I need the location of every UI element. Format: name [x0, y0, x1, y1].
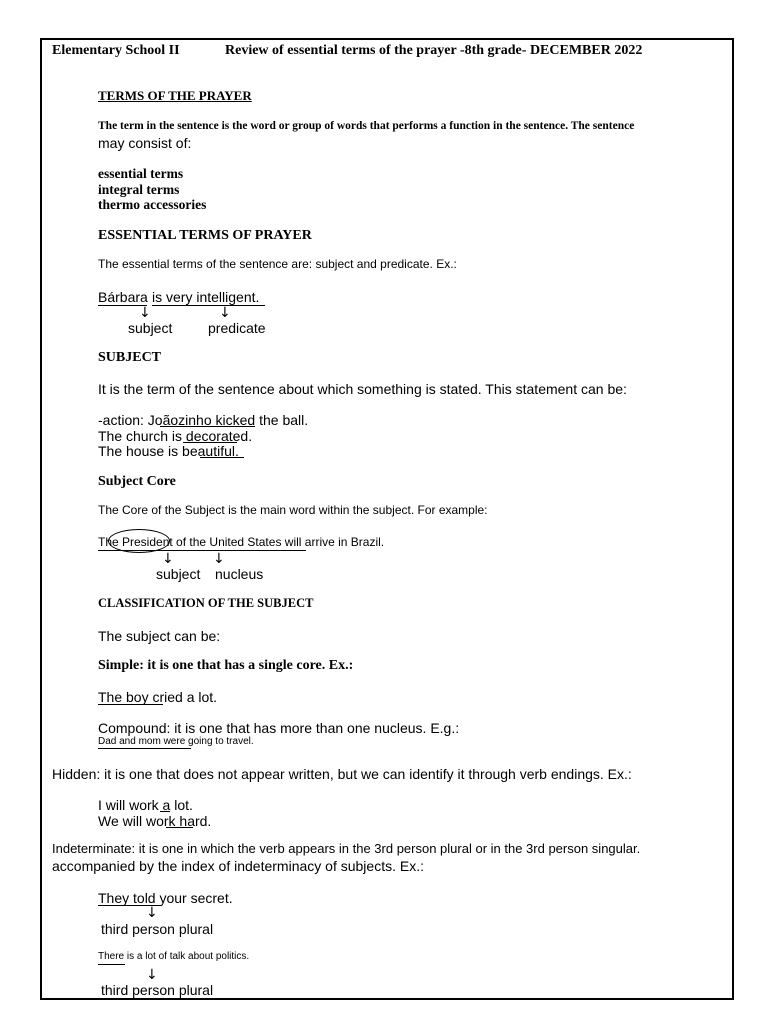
handwritten-underline	[183, 442, 237, 443]
indeterminate-definition-line1: Indeterminate: it is one in which the verb appears in the 3rd person plural or in the 3rd person singular.	[52, 841, 641, 856]
hidden-definition: Hidden: it is one that does not appear written, but we can identify it through verb endings. Ex.:	[52, 766, 632, 782]
indeterminate-example-1: They told your secret.	[98, 890, 233, 906]
example-predicate-words: is very intelligent.	[152, 289, 260, 305]
subject-example-house: The house is beautiful.	[98, 443, 239, 459]
arrow-down-icon: ↓	[146, 967, 158, 983]
section-heading-core: Subject Core	[98, 474, 176, 489]
intro-text-line2: may consist of:	[98, 135, 192, 151]
section-heading-classification: CLASSIFICATION OF THE SUBJECT	[98, 596, 314, 610]
indeterminate-label-1: third person plural	[101, 921, 214, 937]
handwritten-underline	[200, 457, 244, 458]
hidden-example-2: We will work hard.	[98, 813, 212, 829]
hidden-example-1: I will work a lot.	[98, 797, 193, 813]
school-name: Elementary School II	[52, 43, 180, 58]
simple-example: The boy cried a lot.	[98, 689, 218, 705]
arrow-down-icon: ↓	[162, 551, 174, 567]
underline-core-subject	[98, 550, 306, 551]
document-title: Review of essential terms of the prayer -8th grade- DECEMBER 2022	[225, 43, 643, 58]
intro-text-line1: The term in the sentence is the word or group of words that performs a function in the sentence. The sentence	[98, 120, 635, 132]
subject-example-action: -action: Joãozinho kicked the ball.	[98, 412, 309, 428]
handwritten-underline	[160, 811, 170, 812]
underline-there-is	[98, 964, 125, 965]
indeterminate-example-2: There is a lot of talk about politics.	[98, 951, 250, 962]
core-example: The President of the United States will arrive in Brazil.	[98, 535, 385, 549]
simple-definition: Simple: it is one that has a single core. Ex.:	[98, 658, 354, 673]
example-subject-word: Bárbara	[98, 289, 148, 305]
label-predicate: predicate	[208, 320, 266, 336]
arrow-down-icon: ↓	[219, 305, 231, 321]
term-accessories: thermo accessories	[98, 197, 207, 212]
handwritten-underline	[166, 827, 193, 828]
underline-compound	[98, 748, 191, 749]
term-integral: integral terms	[98, 182, 180, 197]
section-heading-subject: SUBJECT	[98, 350, 162, 365]
arrow-down-icon: ↓	[213, 551, 225, 567]
section-heading-essential: ESSENTIAL TERMS OF PRAYER	[98, 228, 312, 243]
underline-simple	[98, 704, 163, 705]
subject-example-church: The church is decorated.	[98, 428, 253, 444]
compound-definition: Compound: it is one that has more than one nucleus. E.g.:	[98, 720, 460, 736]
arrow-down-icon: ↓	[146, 905, 158, 921]
arrow-down-icon: ↓	[139, 305, 151, 321]
underline-predicate	[152, 305, 265, 306]
subject-text: It is the term of the sentence about which something is stated. This statement can be:	[98, 381, 627, 397]
label-core-subject: subject	[156, 566, 201, 582]
indeterminate-label-2: third person plural	[101, 982, 214, 998]
core-text: The Core of the Subject is the main word within the subject. For example:	[98, 503, 488, 517]
classification-intro: The subject can be:	[98, 628, 221, 644]
label-nucleus: nucleus	[215, 566, 264, 582]
section-heading-terms: TERMS OF THE PRAYER	[98, 88, 252, 103]
indeterminate-definition-line2: accompanied by the index of indeterminacy of subjects. Ex.:	[52, 858, 424, 874]
term-essential: essential terms	[98, 166, 184, 181]
essential-text: The essential terms of the sentence are: subject and predicate. Ex.:	[98, 257, 457, 271]
handwritten-underline	[160, 426, 255, 427]
compound-example: Dad and mom were going to travel.	[98, 736, 254, 747]
label-subject: subject	[128, 320, 173, 336]
